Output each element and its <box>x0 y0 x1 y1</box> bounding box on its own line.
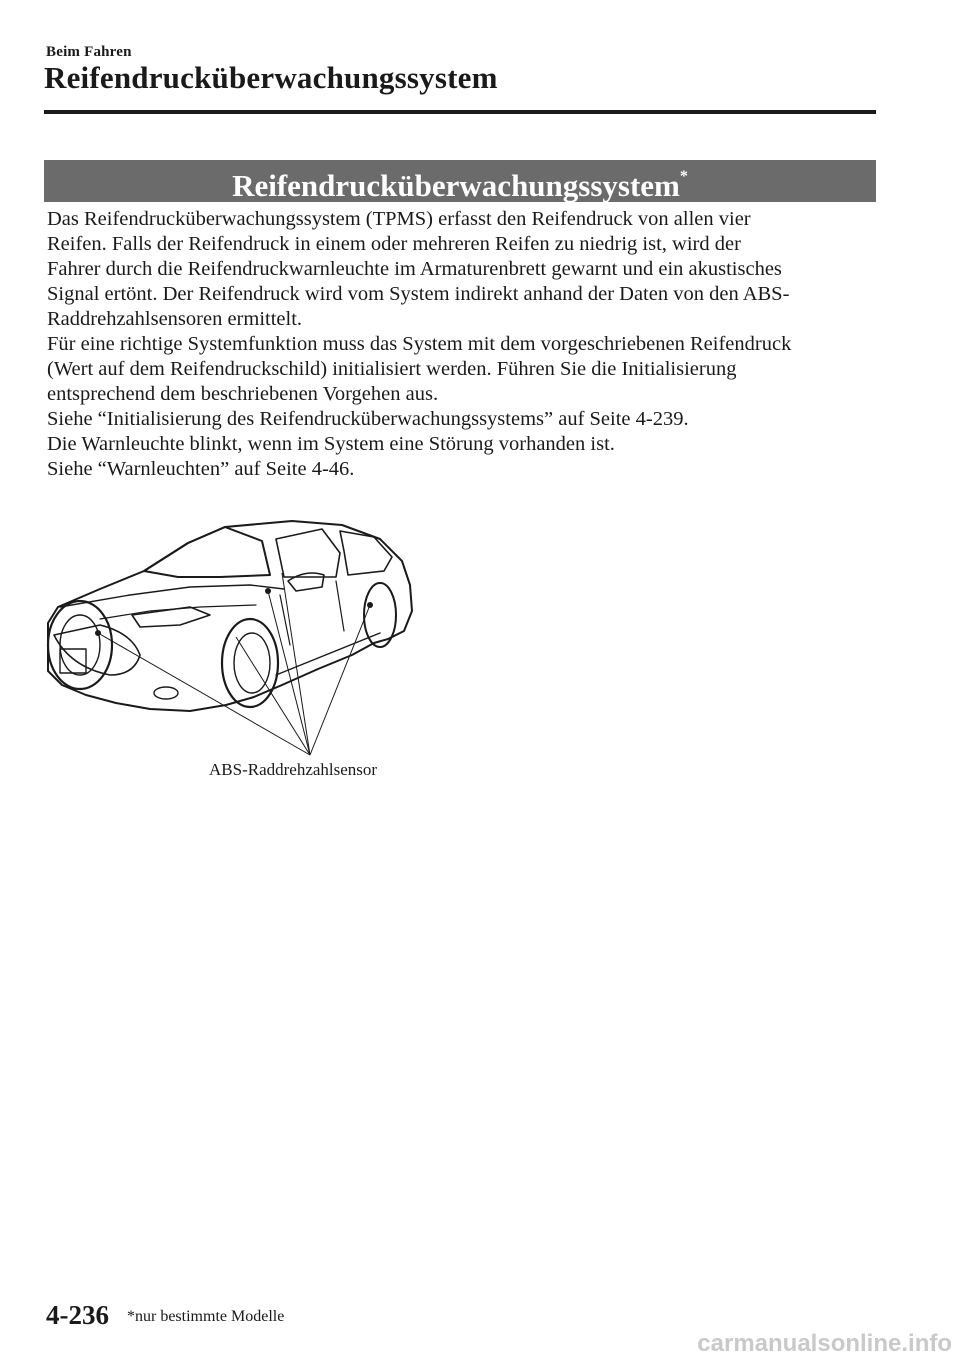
side-mirror <box>288 573 324 591</box>
body-line: Das Reifendrucküberwachungssystem (TPMS) erfasst den Reifendruck von allen vier <box>47 208 751 230</box>
leader-line-front-left <box>98 633 310 755</box>
headlight <box>132 607 210 627</box>
front-wheel <box>48 601 112 689</box>
leader-line-front <box>236 637 310 755</box>
section-title-text: Reifendrucküberwachungssystem <box>232 168 680 204</box>
body-text <box>47 207 877 482</box>
chapter-label: Beim Fahren <box>46 44 132 60</box>
sensor-markers <box>95 588 373 636</box>
body-line: Reifen. Falls der Reifendruck in einem oder mehreren Reifen zu niedrig ist, wird der <box>47 233 741 255</box>
side-window-front <box>276 529 340 577</box>
section-footnote-mark: * <box>679 168 688 185</box>
door-line <box>280 581 344 645</box>
title-rule <box>44 110 876 114</box>
fog-light <box>154 687 178 699</box>
hood-line <box>60 585 284 607</box>
body-line: Siehe “Warnleuchten” auf Seite 4-46. <box>47 458 355 480</box>
hood-line-2 <box>100 605 256 619</box>
body-line: Für eine richtige Systemfunktion muss das System mit dem vorgeschriebenen Reifendruck <box>47 333 792 355</box>
side-window-rear <box>340 531 392 575</box>
windshield <box>144 527 270 577</box>
car-body-outline <box>48 521 412 711</box>
section-header-bar <box>44 160 876 202</box>
page-number: 4-236 <box>46 1300 109 1330</box>
body-line: Die Warnleuchte blinkt, wenn im System eine Störung vorhanden ist. <box>47 433 615 455</box>
car-sensor-illustration <box>40 515 420 785</box>
footnote: *nur bestimmte Modelle <box>127 1308 285 1325</box>
watermark: carmanualsonline.info <box>697 1330 952 1357</box>
sill-line <box>276 633 380 675</box>
license-plate <box>60 649 86 673</box>
leader-line-rear-right <box>310 605 370 755</box>
section-title <box>232 168 688 203</box>
figure-caption: ABS-Raddrehzahlsensor <box>209 760 378 779</box>
front-wheel-rim <box>60 615 100 675</box>
body-line: Siehe “Initialisierung des Reifendrucküberwachungssystems” auf Seite 4-239. <box>47 408 689 430</box>
body-line: Signal ertönt. Der Reifendruck wird vom System indirekt anhand der Daten von den ABS- <box>47 283 790 305</box>
body-line: Fahrer durch die Reifendruckwarnleuchte im Armaturenbrett gewarnt und ein akustisches <box>47 258 782 280</box>
body-line: Raddrehzahlsensoren ermittelt. <box>47 308 303 330</box>
body-line: entsprechend dem beschriebenen Vorgehen aus. <box>47 383 439 405</box>
page-title: Reifendrucküberwachungssystem <box>44 60 498 95</box>
body-line: (Wert auf dem Reifendruckschild) initialisiert werden. Führen Sie die Initialisierung <box>47 358 737 380</box>
